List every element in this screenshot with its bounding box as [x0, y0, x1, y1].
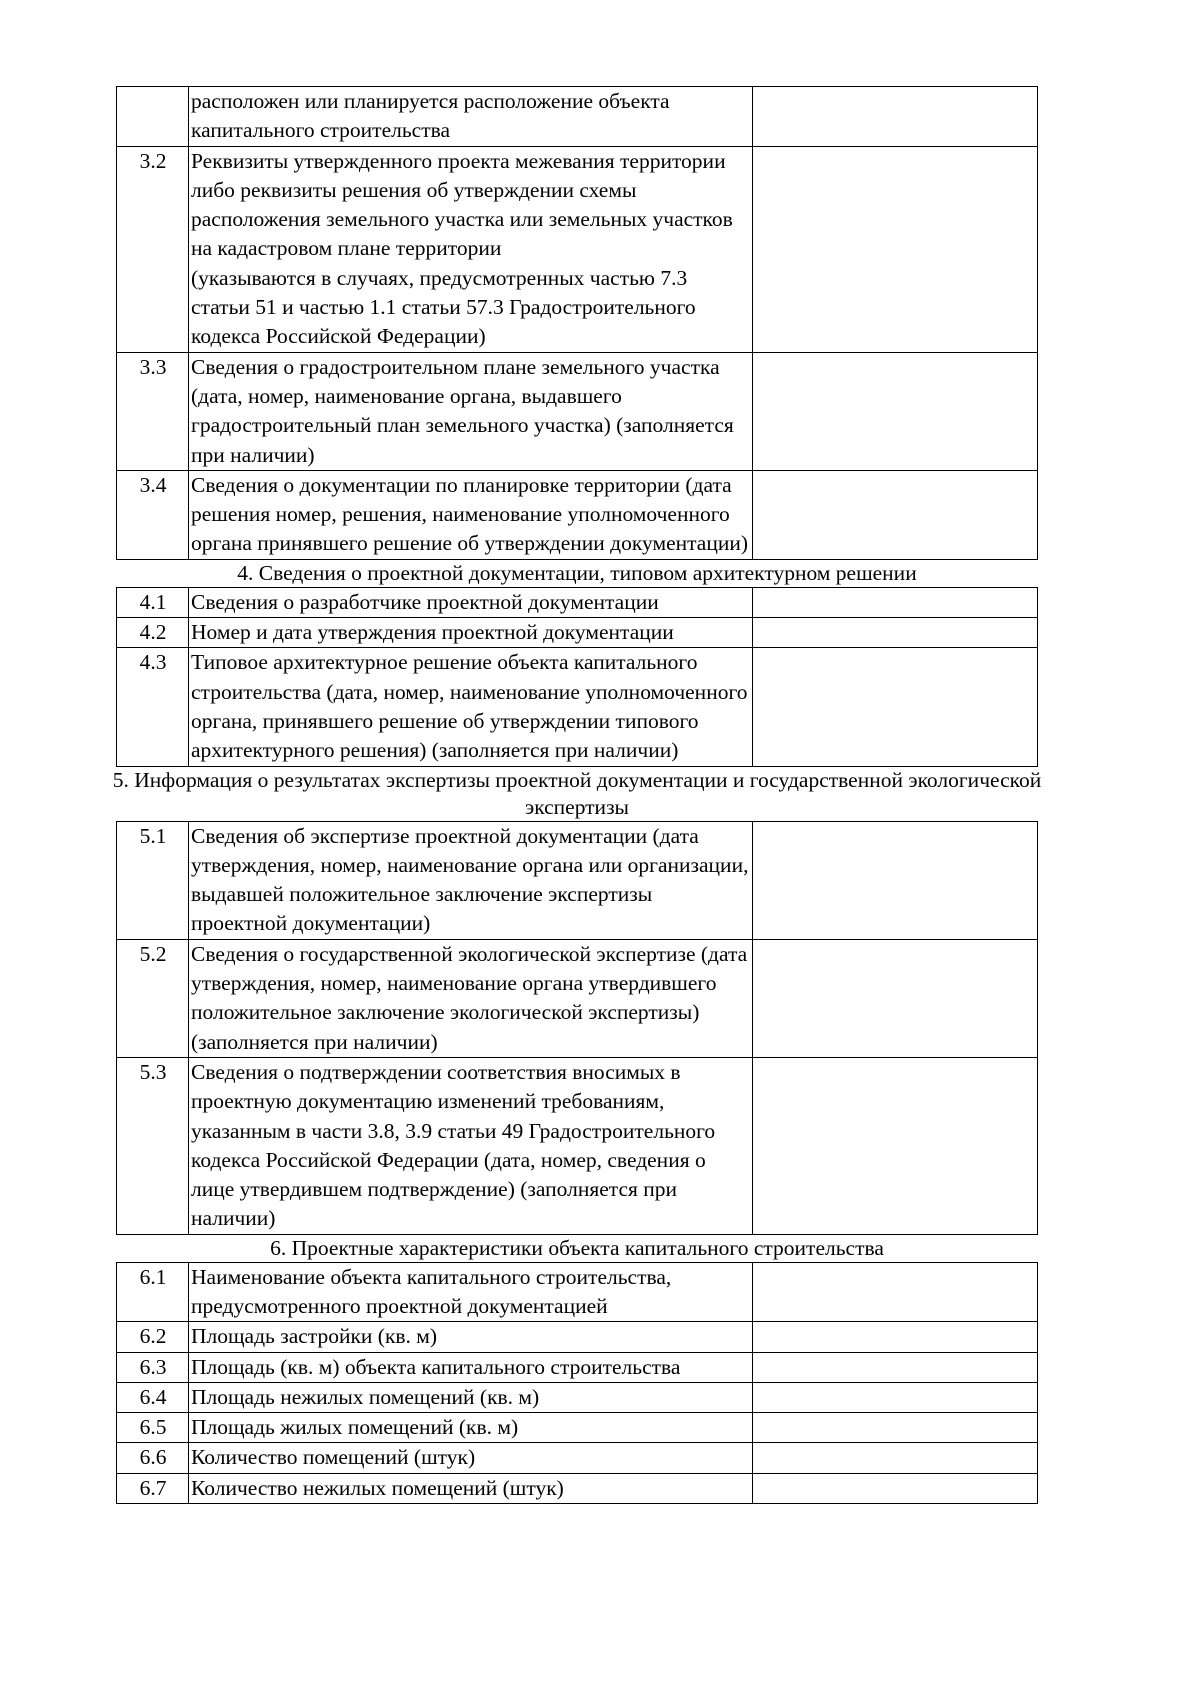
row-label: Площадь жилых помещений (кв. м): [189, 1413, 753, 1443]
table-row: [117, 618, 1038, 648]
row-number: 6.1: [117, 1262, 189, 1322]
form-table: [116, 821, 1038, 1235]
row-number: 5.2: [117, 939, 189, 1057]
row-label: Сведения о государственной экологической экспертизе (дата утверждения, номер, наименование органа утвердившего положительное заключение экологической экспертизы) (заполняется при наличии): [189, 939, 753, 1057]
table-row: [117, 939, 1038, 1057]
row-number: 3.2: [117, 146, 189, 352]
section-heading: 5. Информация о результатах экспертизы проектной документации и государственной экологической экспертизы: [112, 767, 1042, 819]
table-row: [117, 1443, 1038, 1473]
row-value-cell[interactable]: [753, 939, 1038, 1057]
table-row: [117, 352, 1038, 470]
table-row: [117, 821, 1038, 939]
row-value-cell[interactable]: [753, 352, 1038, 470]
row-number: 3.4: [117, 470, 189, 559]
row-number: 6.7: [117, 1473, 189, 1503]
row-value-cell[interactable]: [753, 1413, 1038, 1443]
row-value-cell[interactable]: [753, 648, 1038, 766]
row-number: 4.3: [117, 648, 189, 766]
row-value-cell[interactable]: [753, 1352, 1038, 1382]
row-label: Площадь (кв. м) объекта капитального строительства: [189, 1352, 753, 1382]
table-row: [117, 1473, 1038, 1503]
row-label: Сведения о разработчике проектной документации: [189, 587, 753, 617]
row-number: 5.3: [117, 1057, 189, 1234]
table-row: [117, 648, 1038, 766]
row-value-cell[interactable]: [753, 821, 1038, 939]
row-label: Площадь нежилых помещений (кв. м): [189, 1382, 753, 1412]
row-value-cell[interactable]: [753, 1473, 1038, 1503]
row-number: 4.2: [117, 618, 189, 648]
row-value-cell[interactable]: [753, 618, 1038, 648]
table-row: [117, 1262, 1038, 1322]
row-number: 4.1: [117, 587, 189, 617]
row-label: Сведения об экспертизе проектной документации (дата утверждения, номер, наименование органа или организации, выдавшей положительное заключение экспертизы проектной документации): [189, 821, 753, 939]
table-row: [117, 1057, 1038, 1234]
row-label: Наименование объекта капитального строительства, предусмотренного проектной документацией: [189, 1262, 753, 1322]
row-label: Номер и дата утверждения проектной документации: [189, 618, 753, 648]
row-label: расположен или планируется расположение объекта капитального строительства: [189, 87, 753, 147]
table-row: [117, 87, 1038, 147]
form-table: [116, 1262, 1038, 1504]
row-value-cell[interactable]: [753, 1382, 1038, 1412]
row-number: 5.1: [117, 821, 189, 939]
row-number: [117, 87, 189, 147]
row-value-cell[interactable]: [753, 587, 1038, 617]
row-label: Типовое архитектурное решение объекта капитального строительства (дата, номер, наименование уполномоченного органа, принявшего решение об утверждении типового архитектурного решения) (заполняется при наличии): [189, 648, 753, 766]
table-row: [117, 1382, 1038, 1412]
row-number: 6.3: [117, 1352, 189, 1382]
row-value-cell[interactable]: [753, 87, 1038, 147]
row-label: Количество нежилых помещений (штук): [189, 1473, 753, 1503]
row-value-cell[interactable]: [753, 470, 1038, 559]
row-number: 6.6: [117, 1443, 189, 1473]
table-row: [117, 146, 1038, 352]
row-number: 6.5: [117, 1413, 189, 1443]
table-row: [117, 1352, 1038, 1382]
table-row: [117, 587, 1038, 617]
row-number: 6.2: [117, 1322, 189, 1352]
section-heading: 4. Сведения о проектной документации, типовом архитектурном решении: [237, 560, 917, 585]
row-value-cell[interactable]: [753, 1443, 1038, 1473]
row-label: Сведения о подтверждении соответствия вносимых в проектную документацию изменений требованиям, указанным в части 3.8, 3.9 статьи 49 Градостроительного кодекса Российской Федерации (дата, номер, сведения о лице утвердившем подтверждение) (заполняется при наличии): [189, 1057, 753, 1234]
form-table: [116, 587, 1038, 767]
table-row: [117, 470, 1038, 559]
row-label: Сведения о документации по планировке территории (дата решения номер, решения, наименование уполномоченного органа принявшего решение об утверждении документации): [189, 470, 753, 559]
row-value-cell[interactable]: [753, 1262, 1038, 1322]
table-row: [117, 1413, 1038, 1443]
row-number: 3.3: [117, 352, 189, 470]
row-value-cell[interactable]: [753, 1057, 1038, 1234]
row-label: Реквизиты утвержденного проекта межевания территории либо реквизиты решения об утверждении схемы расположения земельного участка или земельных участков на кадастровом плане территории (указываются в случаях, предусмотренных частью 7.3 статьи 51 и частью 1.1 статьи 57.3 Градостроительного кодекса Российской Федерации): [189, 146, 753, 352]
document-page: [112, 86, 1042, 1504]
row-value-cell[interactable]: [753, 1322, 1038, 1352]
row-label: Площадь застройки (кв. м): [189, 1322, 753, 1352]
table-row: [117, 1322, 1038, 1352]
section-heading: 6. Проектные характеристики объекта капитального строительства: [270, 1235, 884, 1260]
row-label: Сведения о градостроительном плане земельного участка (дата, номер, наименование органа, выдавшего градостроительный план земельного участка) (заполняется при наличии): [189, 352, 753, 470]
form-table: [116, 86, 1038, 560]
row-number: 6.4: [117, 1382, 189, 1412]
row-value-cell[interactable]: [753, 146, 1038, 352]
row-label: Количество помещений (штук): [189, 1443, 753, 1473]
